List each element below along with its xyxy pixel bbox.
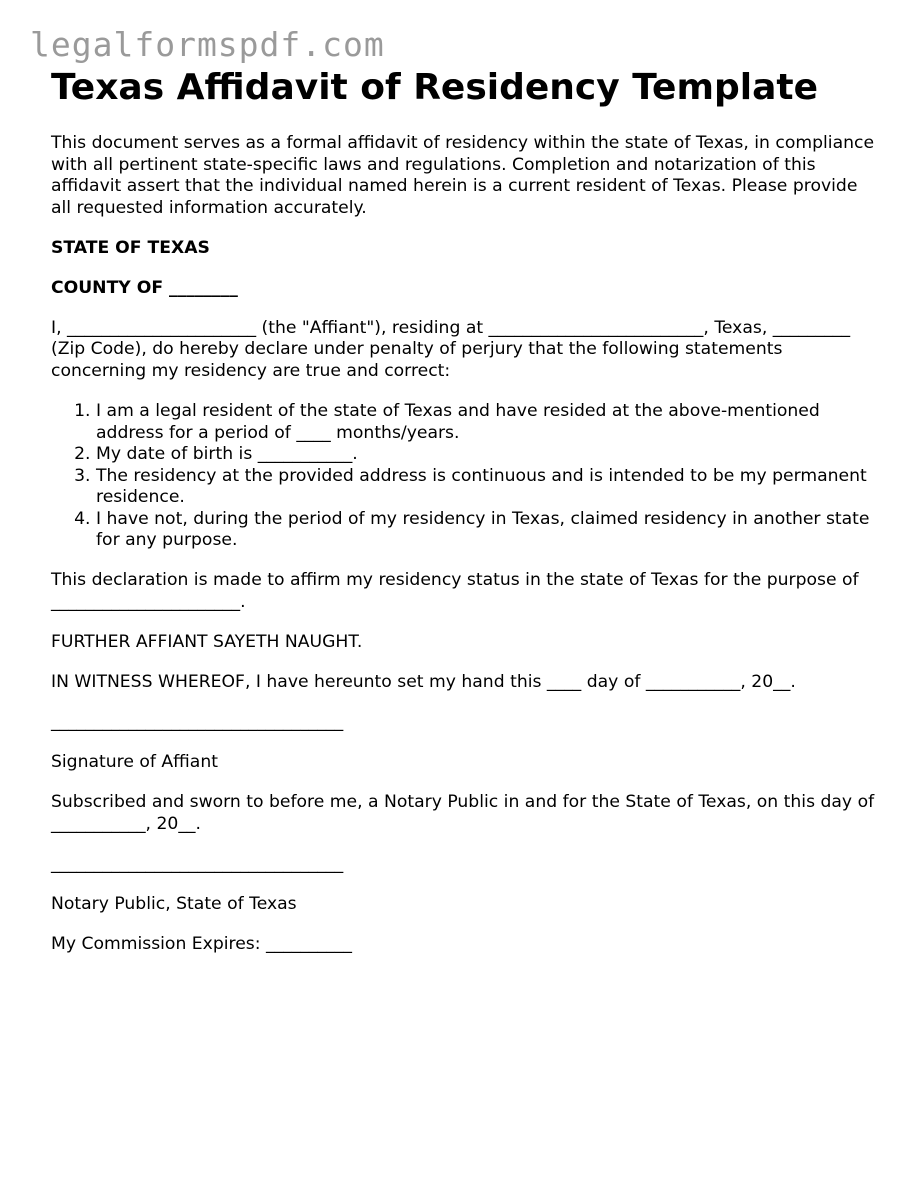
witness-paragraph: IN WITNESS WHEREOF, I have hereunto set my hand this ____ day of ___________, 20__. xyxy=(51,672,796,693)
list-item: 1. I am a legal resident of the state of Texas and have resided at the above-mentioned address for a period of ____ months/years. xyxy=(96,401,876,444)
commission-expires: My Commission Expires: __________ xyxy=(51,933,352,954)
document-body xyxy=(51,133,876,974)
watermark: legalformspdf.com xyxy=(30,25,385,64)
sworn-paragraph: Subscribed and sworn to before me, a Notary Public in and for the State of Texas, on this day of ___________, 20__. xyxy=(51,791,875,834)
document-title: Texas Affidavit of Residency Template xyxy=(51,67,819,108)
affiant-signature-label: Signature of Affiant xyxy=(51,751,218,772)
state-heading: STATE OF TEXAS xyxy=(51,237,210,258)
list-item: 2. My date of birth is ___________. xyxy=(96,444,876,466)
affiant-signature-line: __________________________________ xyxy=(51,712,344,732)
list-item: 4. I have not, during the period of my residency in Texas, claimed residency in another state for any purpose. xyxy=(96,509,876,552)
list-item: 3. The residency at the provided address is continuous and is intended to be my permanent residence. xyxy=(96,466,876,509)
notary-signature-line: __________________________________ xyxy=(51,853,344,874)
purpose-paragraph: This declaration is made to affirm my residency status in the state of Texas for the purpose of ______________________. xyxy=(51,570,859,613)
county-heading: COUNTY OF ________ xyxy=(51,277,238,298)
further-affiant-line: FURTHER AFFIANT SAYETH NAUGHT. xyxy=(51,632,363,653)
statements-list xyxy=(51,401,876,552)
intro-paragraph: This document serves as a formal affidavit of residency within the state of Texas, in compliance with all pertinent state-specific laws and regulations. Completion and notarization of this affidavit assert that the individual named herein is a current resident of Texas. Please provide all requested information accurately. xyxy=(51,133,875,218)
declaration-paragraph: I, ______________________ (the "Affiant"), residing at _________________________, Texas, _________ (Zip Code), do hereby declare under penalty of perjury that the following statements concerning my residency are true and correct: xyxy=(51,317,851,381)
notary-label: Notary Public, State of Texas xyxy=(51,893,297,914)
